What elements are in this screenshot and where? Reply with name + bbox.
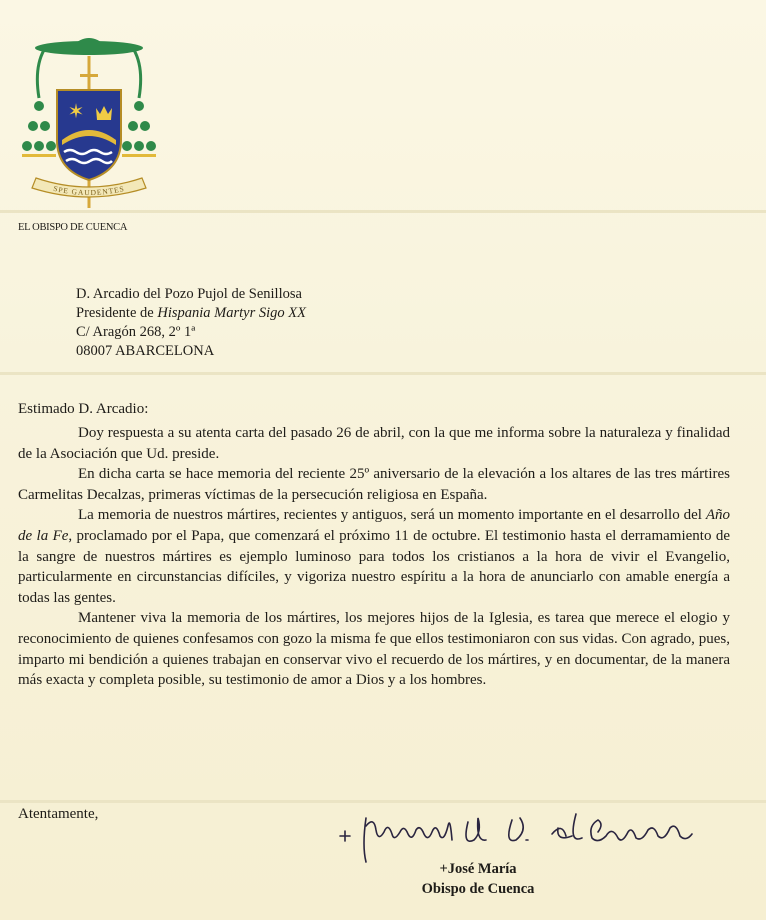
signatory-title: Obispo de Cuenca bbox=[421, 881, 535, 897]
recipient-street: C/ Aragón 268, 2º 1ª bbox=[76, 324, 196, 340]
recipient-role: Presidente de Hispania Martyr Sigo XX bbox=[76, 305, 306, 321]
paragraph: Mantener viva la memoria de los mártires, los mejores hijos de la Iglesia, es tarea que merece el elogio y reconocimiento de quienes confesamos con gozo la misma fe que ellos testimoniaron con sus vidas. Con agrado, pues, imparto mi bendición a quienes trabajan en conservar vivo el recuerdo de los mártires, y en documentar, de la manera más exacta y completa posible, su testimonio de amor a Dios y a los hombres. bbox=[18, 610, 730, 689]
paragraph: En dicha carta se hace memoria del reciente 25º aniversario de la elevación a los altares de las tres mártires Carmelitas Decalzas, primeras víctimas de la persecución religiosa en España. bbox=[18, 466, 730, 503]
paragraph: La memoria de nuestros mártires, recientes y antiguos, será un momento importante en el desarrollo del Año de la Fe, proclamado por el Papa, que comenzará el próximo 11 de octubre. El testimonio hasta el derramamiento de la sangre de nuestros mártires es ejemplo luminoso para todos los cristianos a la hora de vivir el Evangelio, particularmente en circunstancias difíciles, y vigoriza nuestro espíritu a la hora de anunciarlo con amable energía a todas las gentes. bbox=[18, 507, 730, 606]
tassels-left-icon bbox=[22, 101, 56, 151]
svg-text:✶: ✶ bbox=[67, 99, 85, 123]
recipient-city: 08007 ABARCELONA bbox=[76, 343, 215, 359]
scan-seam bbox=[0, 372, 766, 375]
salutation: Estimado D. Arcadio: bbox=[18, 401, 149, 417]
motto-text: SPE GAUDENTES bbox=[52, 183, 126, 198]
recipient-address bbox=[76, 285, 306, 361]
letter-body bbox=[18, 423, 730, 691]
scan-seam bbox=[0, 210, 766, 213]
organization-name: Hispania Martyr Sigo XX bbox=[157, 305, 306, 321]
paragraph: Doy respuesta a su atenta carta del pasado 26 de abril, con la que me informa sobre la naturaleza y finalidad de la Asociación que Ud. preside. bbox=[18, 425, 730, 462]
year-of-faith: Año de la Fe bbox=[18, 507, 730, 544]
letterhead-title: EL OBISPO DE CUENCA bbox=[18, 222, 128, 233]
coat-of-arms bbox=[14, 28, 164, 208]
signatory-name: +José María bbox=[439, 861, 517, 877]
recipient-name: D. Arcadio del Pozo Pujol de Senillosa bbox=[76, 286, 302, 302]
closing: Atentamente, bbox=[18, 806, 99, 822]
tassels-right-icon bbox=[122, 101, 156, 151]
galero-hat-crown bbox=[72, 38, 106, 46]
signatory bbox=[398, 859, 558, 899]
